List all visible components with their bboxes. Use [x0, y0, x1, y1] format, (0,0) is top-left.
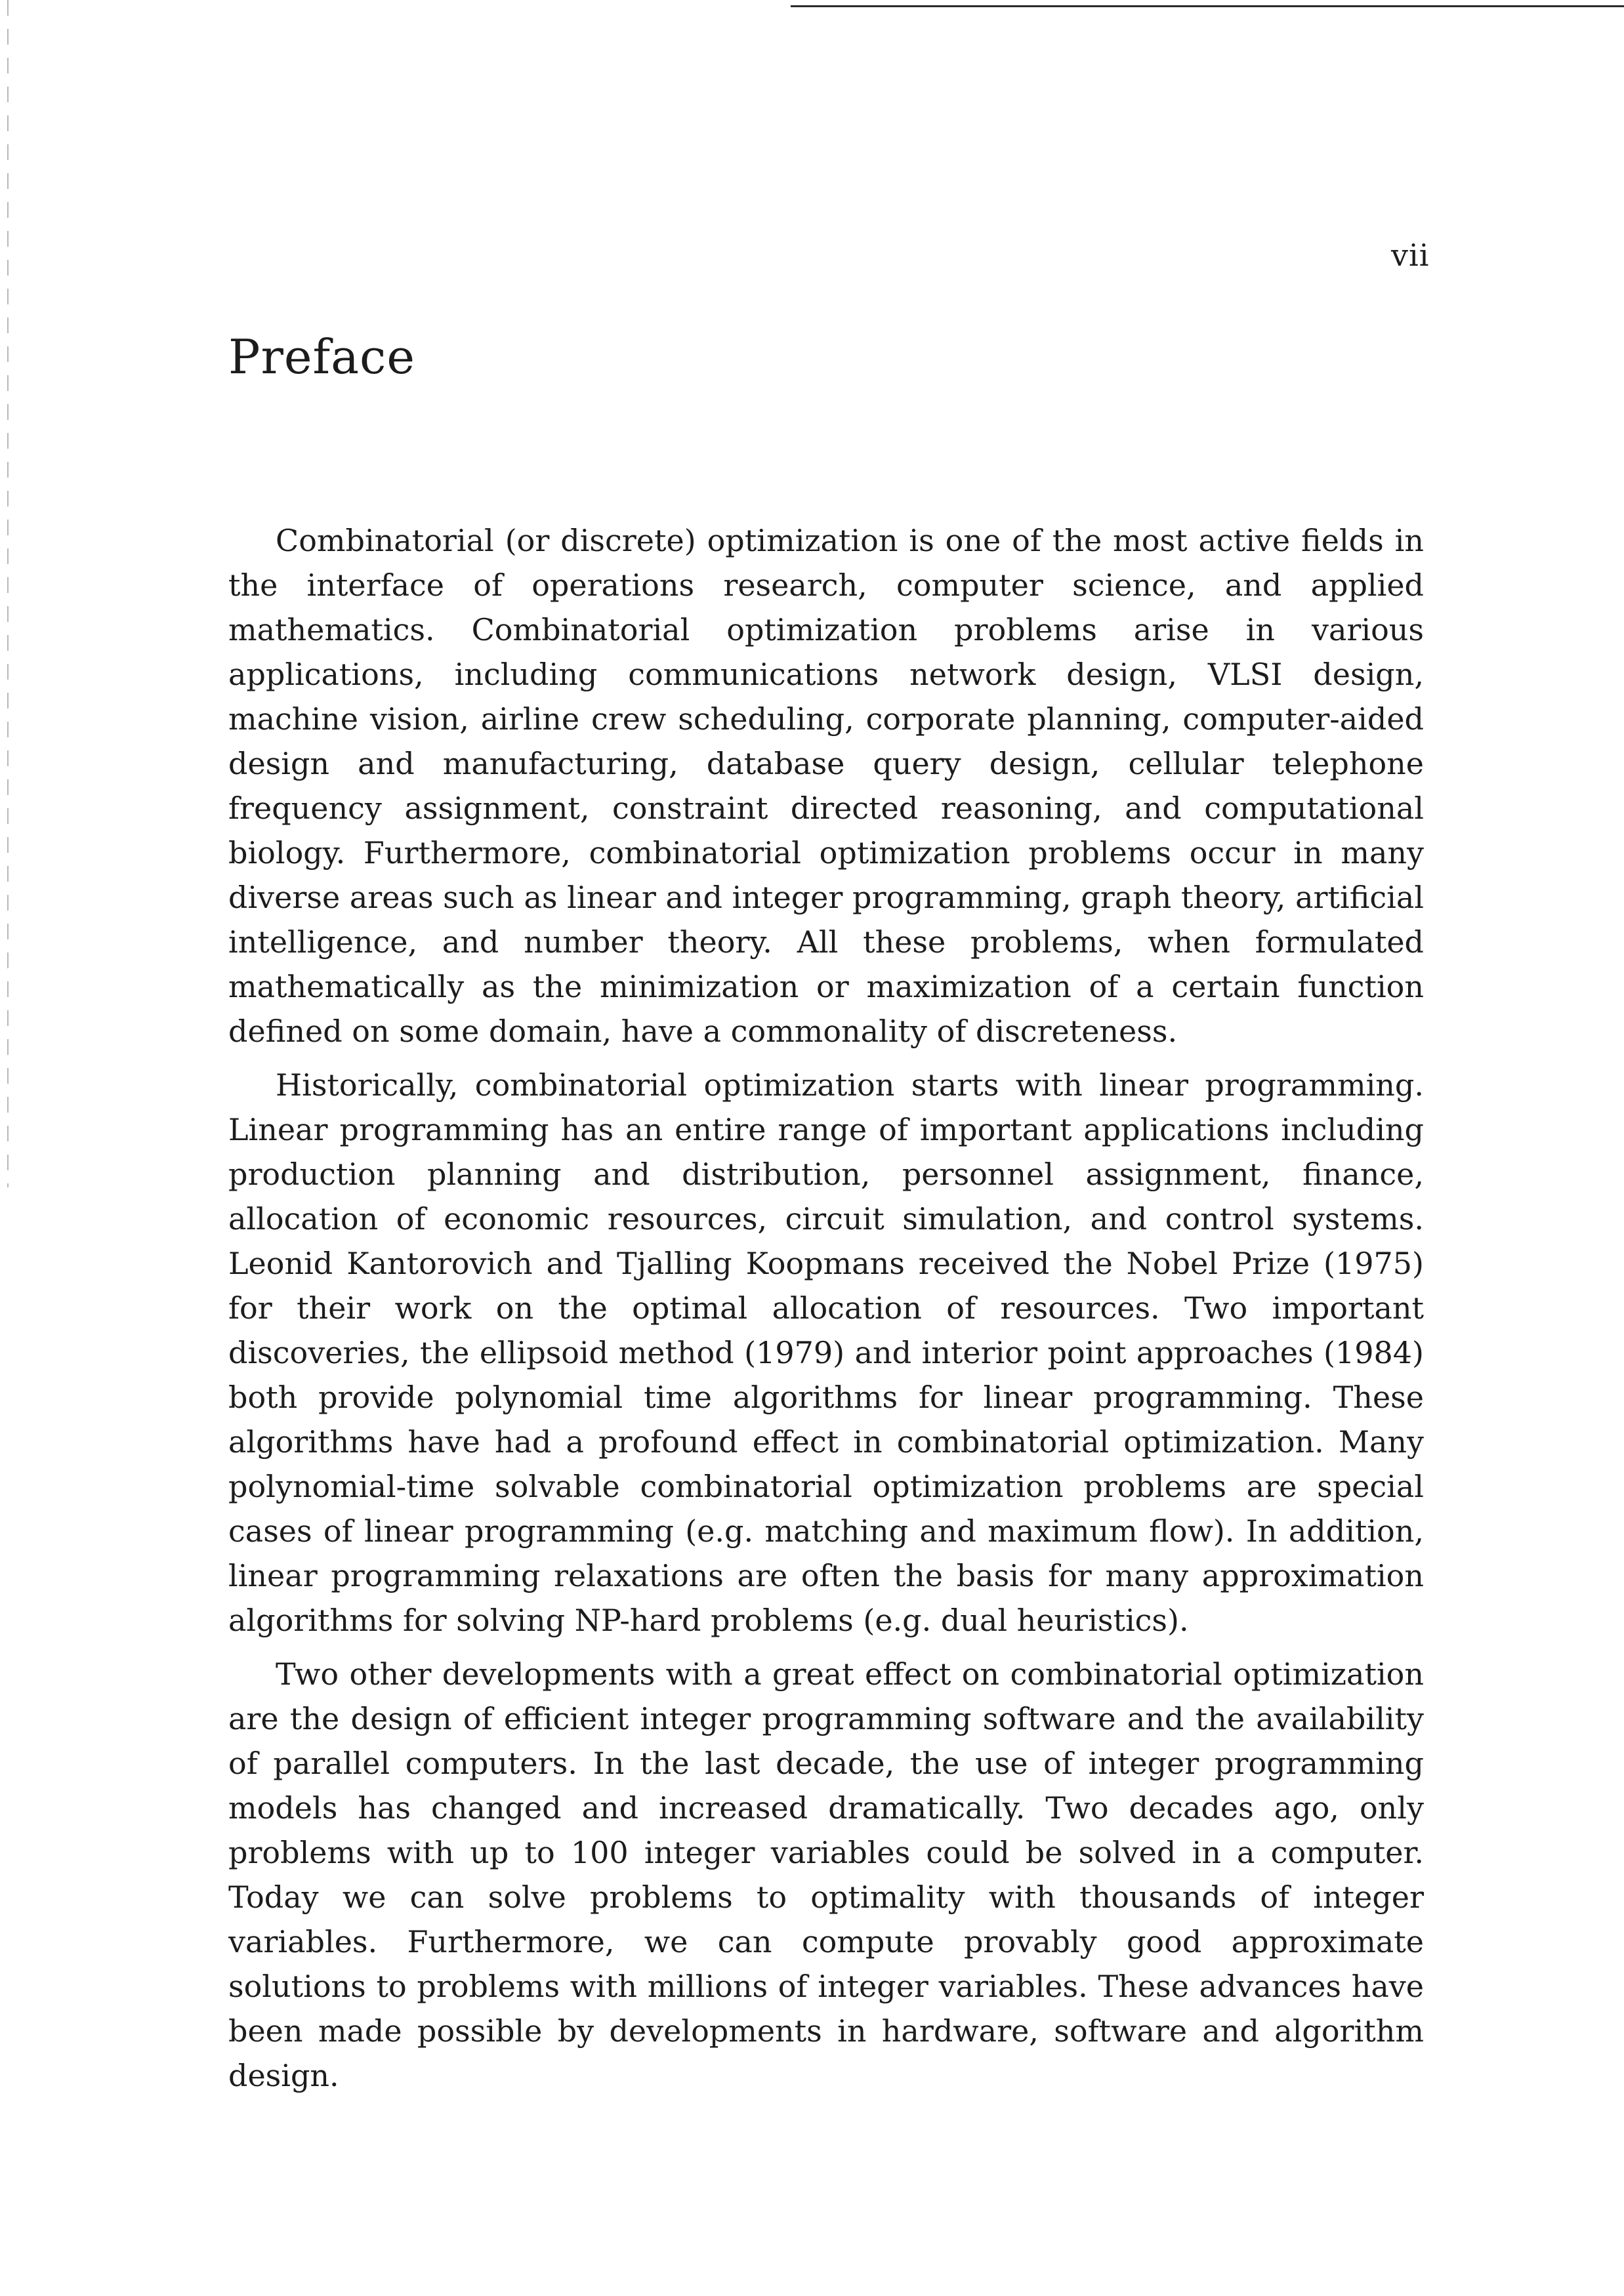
scan-edge-marks — [7, 0, 9, 1187]
chapter-title: Preface — [228, 329, 415, 384]
preface-body — [228, 518, 1424, 2107]
paragraph-2: Historically, combinatorial optimization starts with linear programming. Linear programming has an entire range of important applications including production planning and distribution, personnel assignment, finance, allocation of economic resources, circuit simulation, and control systems. Leonid Kantorovich and Tjalling Koopmans received the Nobel Prize (1975) for their work on the optimal allocation of resources. Two important discoveries, the ellipsoid method (1979) and interior point approaches (1984) both provide polynomial time algorithms for linear programming. These algorithms have had a profound effect in combinatorial optimization. Many polynomial-time solvable combinatorial optimization problems are special cases of linear programming (e.g. matching and maximum flow). In addition, linear programming relaxations are often the basis for many approximation algorithms for solving NP-hard problems (e.g. dual heuristics). — [228, 1067, 1424, 1638]
paragraph-1: Combinatorial (or discrete) optimization is one of the most active fields in the interface of operations research, computer science, and applied mathematics. Combinatorial optimization problems arise in various applications, including communications network design, VLSI design, machine vision, airline crew scheduling, corporate planning, computer-aided design and manufacturing, database query design, cellular telephone frequency assignment, constraint directed reasoning, and computational biology. Furthermore, combinatorial optimization problems occur in many diverse areas such as linear and integer programming, graph theory, artificial intelligence, and number theory. All these problems, when formulated mathematically as the minimization or maximization of a certain function defined on some domain, have a commonality of discreteness. — [228, 523, 1424, 1049]
paragraph-3: Two other developments with a great effect on combinatorial optimization are the design of efficient integer programming software and the availability of parallel computers. In the last decade, the use of integer programming models has changed and increased dramatically. Two decades ago, only problems with up to 100 integer variables could be solved in a computer. Today we can solve problems to optimality with thousands of integer variables. Furthermore, we can compute provably good approximate solutions to problems with millions of integer variables. These advances have been made possible by developments in hardware, software and algorithm design. — [228, 1656, 1424, 2093]
top-rule — [791, 5, 1624, 7]
page-number: vii — [1391, 237, 1430, 273]
